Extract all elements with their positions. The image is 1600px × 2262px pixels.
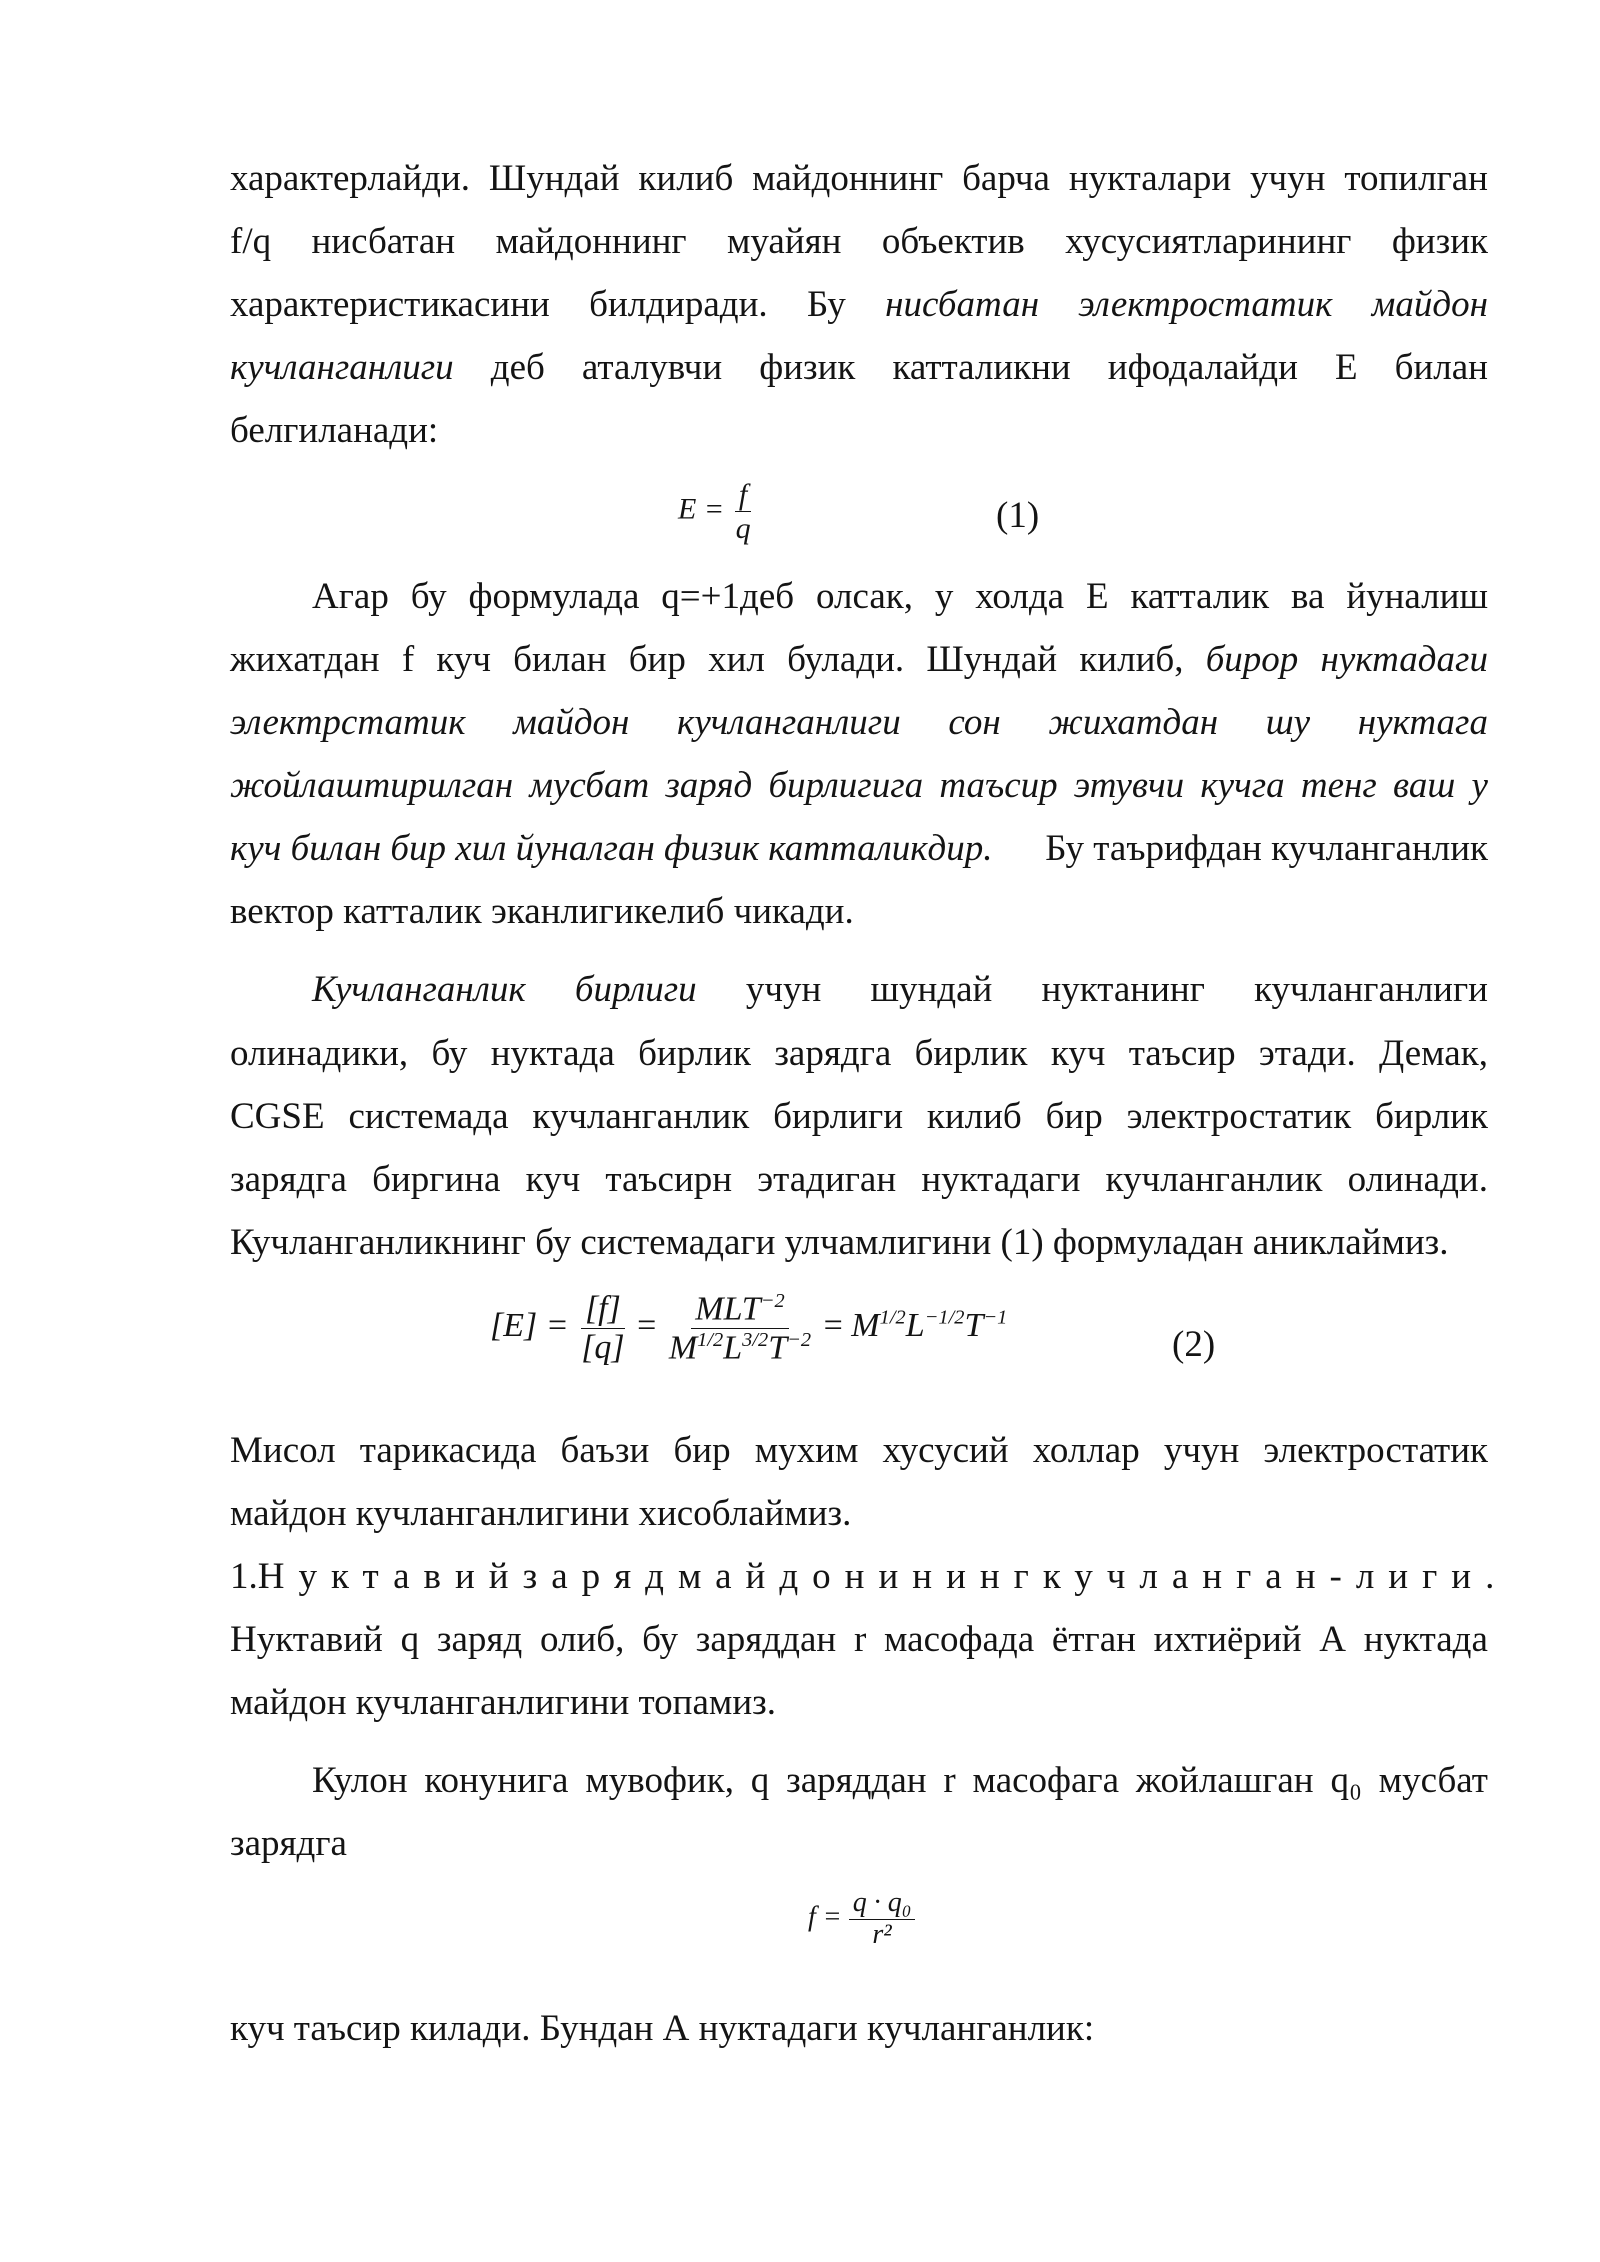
word: кучланганлик [1105,1159,1323,1200]
word: Е [1334,347,1358,388]
word: муайян [727,221,842,262]
word: деб [490,347,545,388]
word: физик [759,347,856,388]
word: шу [1265,702,1311,743]
word: бирлик [914,1033,1028,1074]
para2-line6 [230,881,1488,943]
word: Демак, [1379,1033,1488,1074]
word: заряд [665,765,753,806]
word: топилган [1344,158,1488,199]
word: биргина [372,1159,501,1200]
word: шундай [870,969,993,1010]
word: нуктадаги [921,1159,1081,1200]
word: барча [962,158,1050,199]
para1-line2 [230,211,1488,273]
para2-line1 [230,566,1488,628]
para7-line1 [230,1998,1488,2060]
word: мусбат [529,765,650,806]
eq1-fraction [732,478,755,545]
word: бирлик [1375,1096,1488,1137]
eq2-lhs: [E] = [490,1307,569,1345]
eq2-num1: [f] [581,1290,625,1328]
word: q=+1деб [661,576,795,617]
word: катталик [1130,576,1270,617]
word: билдиради. [589,284,768,325]
eq3-fraction [849,1888,916,1951]
eq2-rhs: $M^{1/2}L^{-1/2}T^{-1}$ [851,1306,1008,1345]
para3-line1 [230,959,1488,1021]
word: майдонининг [677,1556,1043,1597]
word: бу [431,1033,468,1074]
word: бир [1045,1096,1103,1137]
word: системада [348,1096,509,1137]
word: нисбатан [311,221,456,262]
word: ва [1291,576,1325,617]
word: нисбатан [885,284,1040,325]
word: кучланганлиги [1254,969,1488,1010]
term-kuchlanganligi: кучланганлиги [230,347,454,388]
equation-1-number: (1) [996,495,1040,536]
eq1-denominator: q [735,512,751,545]
word: зарядга [774,1033,892,1074]
word: q₀ [1330,1760,1362,1801]
word: Мисол [230,1430,336,1471]
word: электростатик [1078,284,1333,325]
para4-line2 [230,1483,1488,1545]
word: ифодалайди [1107,347,1298,388]
word: майдон [513,702,630,743]
word: электростатик [1126,1096,1352,1137]
word: нукталари [1068,158,1232,199]
eq2-num2: $MLT^{-2}$ [691,1290,788,1329]
word: кучланганлик [532,1096,750,1137]
word: килиб [638,158,734,199]
word: характерлайди. [230,158,471,199]
word: масофага [972,1760,1120,1801]
word: заряд [522,1556,678,1597]
word: зарядга [230,1159,347,1200]
word: q [400,1619,420,1660]
word: нуктада [490,1033,615,1074]
para2-line3 [230,692,1488,754]
word: лиги. [1355,1556,1509,1597]
word: майдоннинг [495,221,687,262]
word: жойлашган [1135,1760,1314,1801]
word: хил [708,639,765,680]
eq3-lhs: f = [808,1901,842,1933]
word: электрстатик [230,702,466,743]
word: заряддан [695,1619,837,1660]
para2-line6-text: вектор катталик эканлигикелиб чикади. [230,891,854,932]
eq2-fraction-1 [577,1290,628,1366]
eq1-lhs: E = [678,492,725,526]
word: нуктага [1357,702,1488,743]
word: ваш [1393,765,1456,806]
eq1-numerator: f [735,478,751,512]
word: бирлиги [773,1096,904,1137]
word: Шундай [926,639,1058,680]
para6-line2 [230,1813,1488,1875]
word: олинадики, [230,1033,409,1074]
word: Нуктавий [257,1556,523,1597]
word: конунига [424,1760,569,1801]
word: тенг [1300,765,1377,806]
word: килиб, [1079,639,1184,680]
word: тарикасида [359,1430,537,1471]
word: CGSE [230,1096,325,1137]
eq2-fraction-2 [665,1290,815,1366]
word: бир [628,639,686,680]
word: олсак, [815,576,913,617]
word: бирлиги [574,969,697,1010]
para2-line5-rest: Бу таърифдан кучланганлик [1045,828,1488,869]
word: f/q [230,221,272,262]
word: Бу [806,284,846,325]
word: таъсир [939,765,1058,806]
para1-line1 [230,148,1488,210]
word: кучланган- [1042,1556,1356,1597]
word: мувофик, [585,1760,734,1801]
word: куч [525,1159,581,1200]
word: аталувчи [581,347,723,388]
para1-line5 [230,400,1488,462]
word: нуктадаги [1320,639,1488,680]
word: r [853,1619,867,1660]
word: холда [975,576,1065,617]
word: у [1471,765,1488,806]
word: у [934,576,954,617]
equation-2: [E] = $\frac{[f]}{[q]}$ = $\frac{MLT^{-2}}{M^{1/2}L^{3/2}T^{-2}}$ = $M^{1/2}L^{-1/2}T^{-1}$ [490,1290,1008,1367]
word: жихатдан [1048,702,1219,743]
word: жойлаштирилган [230,765,514,806]
word: билан [1394,347,1488,388]
word: f [401,639,415,680]
word: этувчи [1073,765,1185,806]
word: куч [436,639,491,680]
eq2-den2: $M^{1/2}L^{3/2}T^{-2}$ [668,1328,812,1367]
para2-line5 [230,818,1488,880]
word: электростатик [1263,1430,1488,1471]
word: катталикни [892,347,1071,388]
word: билан [513,639,607,680]
word: объектив [881,221,1025,262]
para2-line4 [230,755,1488,817]
word: килиб [926,1096,1022,1137]
word: учун [1163,1430,1240,1471]
para7-line1-text: куч таъсир килади. Бундан А нуктадаги кучланганлик: [230,2008,1095,2049]
word: масофада [884,1619,1035,1660]
para3-line3 [230,1086,1488,1148]
word: бу [410,576,447,617]
word: заряддан [786,1760,927,1801]
word: майдон [1371,284,1488,325]
word: А [1319,1619,1347,1660]
word: Шундай [488,158,620,199]
word: холлар [1032,1430,1140,1471]
word: хусусиятларининг [1065,221,1352,262]
word: йуналиш [1346,576,1488,617]
word: бирор [1205,639,1299,680]
para5-line2 [230,1609,1488,1671]
word: баъзи [560,1430,650,1471]
word: физик [1391,221,1488,262]
word: мухим [754,1430,859,1471]
word: бу [642,1619,678,1660]
word: Кулон [312,1760,408,1801]
word: жихатдан [230,639,380,680]
word: нуктада [1363,1619,1488,1660]
eq3-denominator: r² [872,1918,892,1950]
word: ихтиёрий [1153,1619,1302,1660]
word: этади. [1258,1033,1356,1074]
word: бирлик [638,1033,751,1074]
para1-line4 [230,337,1488,399]
para6-line1 [230,1750,1488,1812]
para3-line2 [230,1023,1488,1085]
word: бирлигига [768,765,924,806]
eq3-numerator: q · q₀ [849,1888,916,1920]
para6-line2-text: зарядга [230,1823,347,1864]
word: кучга [1200,765,1285,806]
word: кучланганлиги [677,702,901,743]
equation-1 [678,478,755,545]
word: Е [1085,576,1109,617]
word: характеристикасини [230,284,550,325]
para3-line5-text: Кучланганликнинг бу системадаги улчамлигини (1) формуладан аниклаймиз. [230,1222,1449,1263]
word: мусбат [1378,1760,1488,1801]
word: Агар [312,576,389,617]
para1-line5-text: белгиланади: [230,410,439,451]
eq2-den1: [q] [581,1328,625,1366]
word: олиб, [539,1619,625,1660]
word: r [943,1760,956,1801]
word: куч [1050,1033,1106,1074]
para5-line1 [230,1546,1509,1608]
word: олинади. [1347,1159,1488,1200]
word: нуктанинг [1041,969,1205,1010]
word: заряд [436,1619,523,1660]
para1-line3 [230,274,1488,336]
para2-line2 [230,629,1488,691]
word: таъсир [1128,1033,1236,1074]
equation-2-number: (2) [1172,1324,1216,1365]
word: ётган [1051,1619,1136,1660]
para3-line4 [230,1149,1488,1211]
para5-line3 [230,1672,1488,1734]
word: майдоннинг [752,158,944,199]
word: q [750,1760,770,1801]
para4-line1 [230,1420,1488,1482]
word: таъсирн [605,1159,733,1200]
definition-end: куч билан бир хил йуналган физик катталикдир. [230,828,993,869]
word: булади. [787,639,905,680]
word: учун [1250,158,1326,199]
para3-line5 [230,1212,1488,1274]
word: формулада [468,576,640,617]
para4-line2-text: майдон кучланганлигини хисоблаймиз. [230,1493,852,1534]
word: Кучланганлик [312,969,526,1010]
word: Нуктавий [230,1619,383,1660]
word: хусусий [882,1430,1009,1471]
equation-3 [808,1888,915,1951]
word: бир [673,1430,731,1471]
word: этадиган [757,1159,897,1200]
para5-line3-text: майдон кучланганлигини топамиз. [230,1682,776,1723]
item-number: 1. [230,1556,258,1597]
word: сон [948,702,1001,743]
word: учун [745,969,822,1010]
